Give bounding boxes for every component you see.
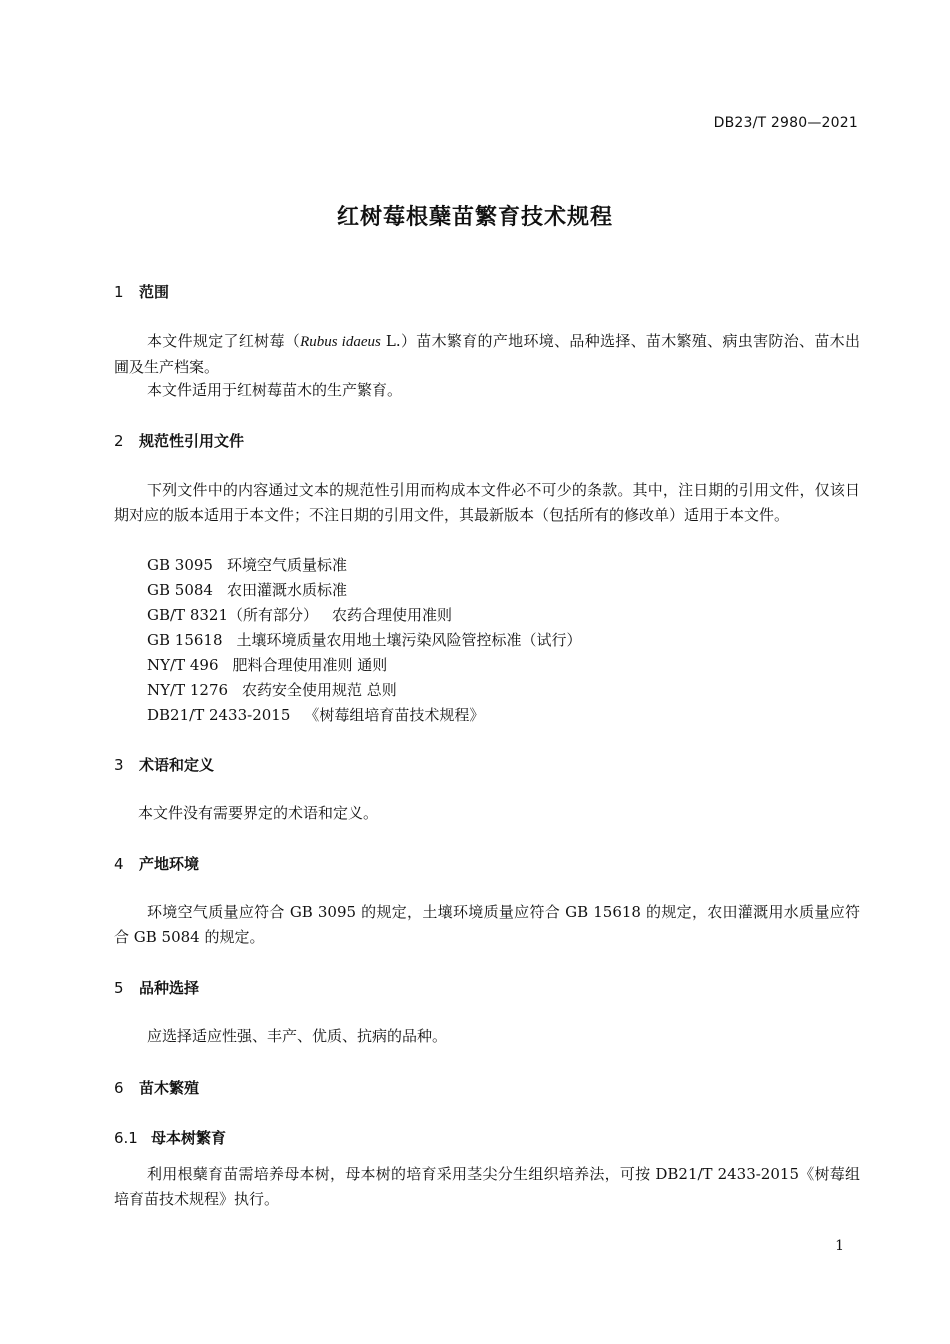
- reference-code: DB21/T 2433-2015: [147, 706, 291, 724]
- section-number: 4: [114, 855, 124, 873]
- text-run: 本文件规定了红树莓（: [147, 332, 301, 350]
- scientific-name: Rubus idaeus: [300, 334, 381, 350]
- reference-code: GB/T 8321（所有部分）: [147, 606, 319, 624]
- reference-name: 农药安全使用规范 总则: [242, 681, 397, 699]
- reference-code: NY/T 1276: [147, 681, 229, 699]
- reference-name: 农药合理使用准则: [332, 606, 453, 624]
- subsection-number: 6.1: [114, 1129, 138, 1147]
- section-5-heading: [114, 977, 199, 998]
- section-4-heading: [114, 853, 199, 874]
- reference-item: [147, 553, 582, 578]
- section-4-paragraph-1: 环境空气质量应符合 GB 3095 的规定，土壤环境质量应符合 GB 15618 的规定，农田灌溉用水质量应符合 GB 5084 的规定。: [114, 903, 860, 946]
- section-number: 3: [114, 756, 124, 774]
- reference-item: [147, 678, 582, 703]
- reference-item: [147, 653, 582, 678]
- section-1-heading: [114, 281, 169, 302]
- reference-code: GB 3095: [147, 556, 213, 574]
- reference-item: [147, 703, 582, 728]
- reference-name: 土壤环境质量农用地土壤污染风险管控标准（试行）: [236, 631, 582, 649]
- reference-item: [147, 603, 582, 628]
- section-number: 2: [114, 432, 124, 450]
- section-2-paragraph-1: 下列文件中的内容通过文本的规范性引用而构成本文件必不可少的条款。其中，注日期的引用文件，仅该日期对应的版本适用于本文件；不注日期的引用文件，其最新版本（包括所有的修改单）适用于本文件。: [114, 481, 860, 524]
- section-5-paragraph-1: 应选择适应性强、丰产、优质、抗病的品种。: [147, 1027, 448, 1045]
- normative-reference-list: [147, 553, 582, 728]
- page-number: 1: [835, 1238, 844, 1254]
- section-title: 品种选择: [139, 979, 200, 997]
- section-1-paragraph-2: 本文件适用于红树莓苗木的生产繁育。: [147, 381, 403, 399]
- text-run: L.）苗木繁育的产地环境、品种选择、苗木繁殖、病虫害防治、苗木出圃及生产档案。: [114, 332, 860, 376]
- section-title: 术语和定义: [139, 756, 215, 774]
- subsection-title: 母本树繁育: [151, 1129, 227, 1147]
- reference-name: 农田灌溉水质标准: [226, 581, 347, 599]
- section-number: 5: [114, 979, 124, 997]
- document-title: 红树莓根蘖苗繁育技术规程: [336, 205, 613, 230]
- section-number: 6: [114, 1079, 124, 1097]
- section-number: 1: [114, 283, 124, 301]
- section-title: 产地环境: [139, 855, 200, 873]
- standard-number: DB23/T 2980—2021: [713, 115, 858, 131]
- reference-name: 环境空气质量标准: [226, 556, 347, 574]
- subsection-6-1-heading: [114, 1127, 226, 1148]
- section-6-heading: [114, 1077, 199, 1098]
- reference-code: NY/T 496: [147, 656, 219, 674]
- section-1-paragraph-1: [114, 329, 860, 380]
- reference-name: 《树莓组培育苗技术规程》: [304, 706, 485, 724]
- section-title: 规范性引用文件: [139, 432, 245, 450]
- section-3-heading: [114, 754, 214, 775]
- reference-code: GB 15618: [147, 631, 223, 649]
- section-2-heading: [114, 430, 244, 451]
- reference-item: [147, 628, 582, 653]
- section-title: 范围: [139, 283, 170, 301]
- subsection-6-1-paragraph-1: 利用根蘖育苗需培养母本树，母本树的培育采用茎尖分生组织培养法，可按 DB21/T 2433-2015《树莓组培育苗技术规程》执行。: [114, 1165, 860, 1208]
- section-title: 苗木繁殖: [139, 1079, 200, 1097]
- section-3-paragraph-1: 本文件没有需要界定的术语和定义。: [138, 804, 379, 822]
- reference-code: GB 5084: [147, 581, 213, 599]
- reference-name: 肥料合理使用准则 通则: [232, 656, 388, 674]
- reference-item: [147, 578, 582, 603]
